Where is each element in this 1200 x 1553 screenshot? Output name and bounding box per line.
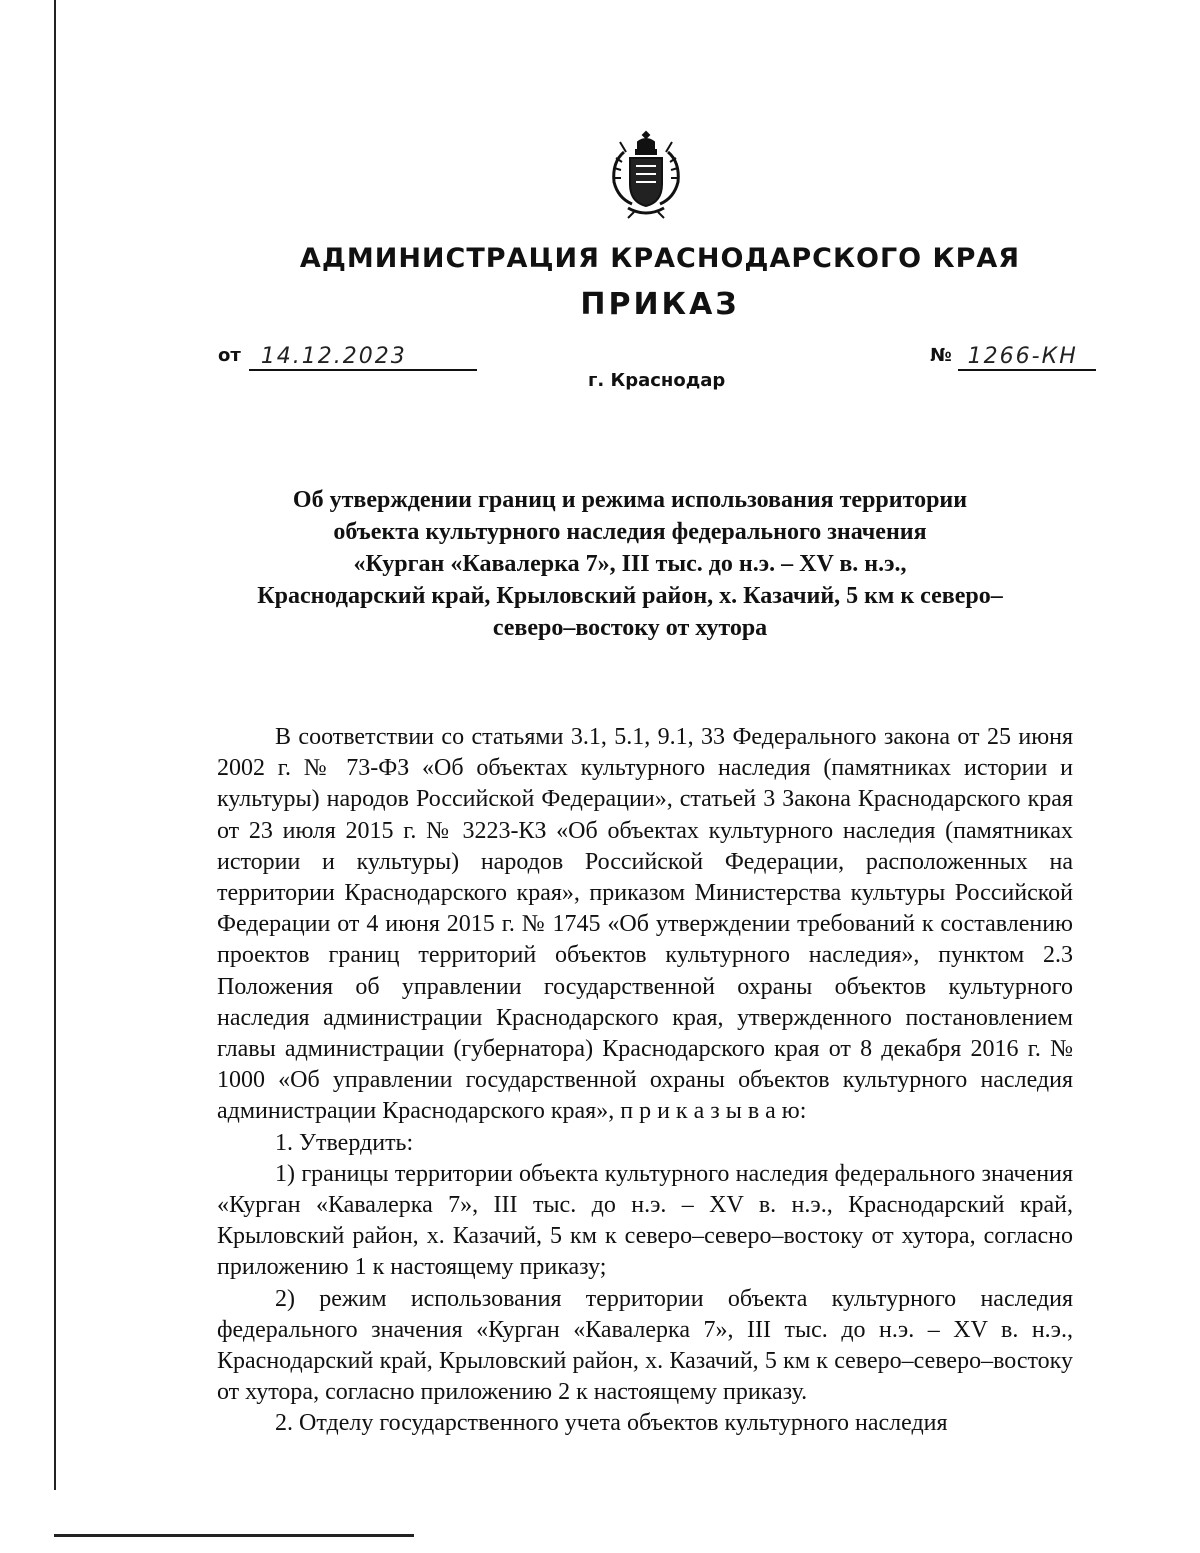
number-prefix: № (930, 345, 952, 366)
title-line: Об утверждении границ и режима использования территории (292, 487, 968, 513)
document-type: ПРИКАЗ (580, 287, 740, 322)
number-field (930, 342, 1096, 369)
scan-border-left (54, 0, 56, 1490)
title-line: северо–востоку от хутора (492, 615, 768, 641)
document-body (217, 722, 1073, 1440)
title-line: «Курган «Кавалерка 7», III тыс. до н.э. – XV в. н.э., (353, 551, 907, 577)
title-line: объекта культурного наследия федерального значения (333, 519, 927, 545)
date-value: 14.12.2023 (260, 344, 407, 369)
scan-border-bottom (54, 1534, 414, 1537)
item-2: 2. Отделу государственного учета объектов культурного наследия (275, 1410, 948, 1437)
date-field (218, 342, 477, 369)
organization-name: АДМИНИСТРАЦИЯ КРАСНОДАРСКОГО КРАЯ (299, 243, 1021, 274)
item-1-1: 1) границы территории объекта культурного наследия федерального значения «Курган «Кавалерка 7», III тыс. до н.э. – XV в. н.э., Краснодарский край, Крыловский район, х. Казачий, 5 км к северо–северо–востоку от хутора, согласно приложению 1 к настоящему приказу; (217, 1160, 1073, 1281)
city: г. Краснодар (588, 370, 726, 391)
order-word: п р и к а з ы в а ю: (620, 1098, 807, 1125)
number-value: 1266-КН (967, 344, 1078, 369)
preamble-text: В соответствии со статьями 3.1, 5.1, 9.1, 33 Федерального закона от 25 июня 2002 г. № 73-ФЗ «Об объектах культурного наследия (памятниках истории и культуры) народов Российской Федерации», статьей 3 Закона Краснодарского края от 23 июля 2015 г. № 3223-КЗ «Об объектах культурного наследия (памятниках истории и культуры) народов Российской Федерации, расположенных на территории Краснодарского края», приказом Министерства культуры Российской Федерации от 4 июня 2015 г. № 1745 «Об утверждении требований к составлению проектов границ территорий объектов культурного наследия», пунктом 2.3 Положения об управлении государственной охраны объектов культурного наследия администрации Краснодарского края, утвержденного постановлением главы администрации (губернатора) Краснодарского края от 8 декабря 2016 г. № 1000 «Об управлении государственной охраны объектов культурного наследия администрации Краснодарского края», (217, 724, 1073, 1125)
document-title (200, 484, 1060, 644)
krasnodar-coat-of-arms-icon (606, 128, 686, 220)
preamble-paragraph (217, 722, 1073, 1128)
item-1: 1. Утвердить: (275, 1129, 414, 1156)
title-line: Краснодарский край, Крыловский район, х. Казачий, 5 км к северо– (257, 583, 1003, 609)
date-prefix: от (218, 345, 241, 366)
item-1-2: 2) режим использования территории объекта культурного наследия федерального значения «Курган «Кавалерка 7», III тыс. до н.э. – XV в. н.э., Краснодарский край, Крыловский район, х. Казачий, 5 км к северо–северо–востоку от хутора, согласно приложению 2 к настоящему приказу. (217, 1285, 1073, 1406)
